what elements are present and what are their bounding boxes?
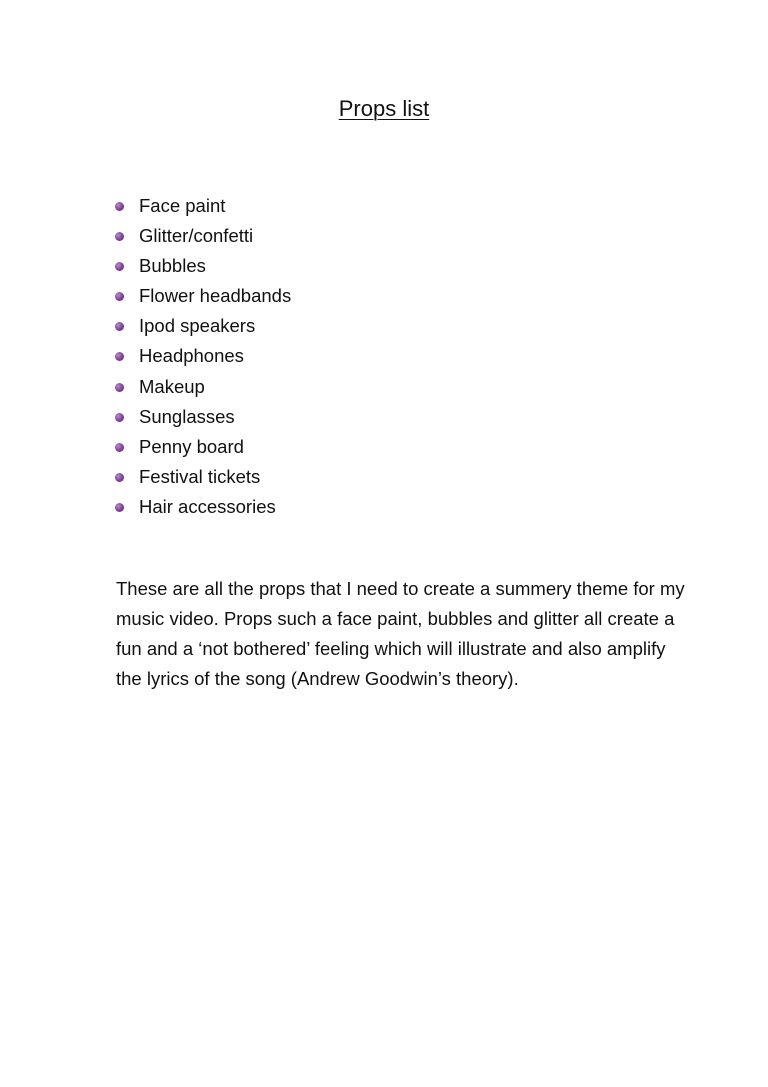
bullet-icon (115, 503, 124, 512)
body-paragraph: These are all the props that I need to create a summery theme for my music video. Props such a face paint, bubbles and glitter all create a fun and a ‘not bothered’ feeling which will illustrate and also amplify the lyrics of the song (Andrew Goodwin’s theory). (116, 578, 685, 690)
list-item (113, 312, 291, 342)
page-title: Props list (338, 96, 430, 121)
bullet-icon (115, 292, 124, 301)
bullet-icon (115, 352, 124, 361)
bullet-icon (115, 262, 124, 271)
list-item (113, 373, 291, 403)
list-item-label: Headphones (139, 345, 244, 367)
list-item (113, 342, 291, 372)
list-item-label: Sunglasses (139, 405, 235, 427)
list-item-label: Bubbles (139, 255, 206, 277)
list-item-label: Face paint (139, 195, 226, 216)
list-item (113, 403, 291, 433)
bullet-icon (115, 413, 124, 422)
props-list (113, 192, 291, 523)
bullet-icon (115, 383, 124, 392)
bullet-icon (115, 322, 124, 331)
list-item (113, 282, 291, 312)
bullet-icon (115, 473, 124, 482)
list-item-label: Makeup (139, 375, 205, 397)
bullet-icon (115, 202, 124, 211)
list-item-label: Hair accessories (139, 495, 276, 517)
list-item-label: Festival tickets (139, 465, 261, 487)
list-item-label: Glitter/confetti (139, 225, 254, 247)
list-item (113, 192, 291, 222)
bullet-icon (115, 232, 124, 241)
list-item-label: Flower headbands (139, 285, 292, 307)
list-item (113, 433, 291, 463)
list-item (113, 252, 291, 282)
list-item-label: Penny board (139, 435, 244, 457)
list-item (113, 493, 291, 523)
list-item (113, 222, 291, 252)
list-item (113, 463, 291, 493)
bullet-icon (115, 443, 124, 452)
list-item-label: Ipod speakers (139, 315, 256, 337)
